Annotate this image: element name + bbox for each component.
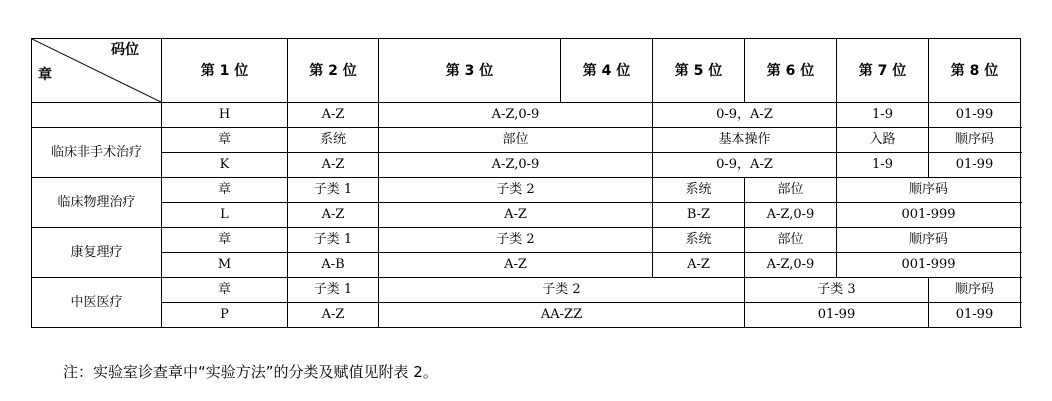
table-cell: 01-99	[929, 303, 1021, 328]
table-cell: M	[162, 253, 288, 278]
table-cell: 入路	[837, 128, 929, 153]
table-cell: 部位	[745, 228, 837, 253]
header-pos-5: 第 5 位	[653, 39, 745, 103]
table-cell: 系统	[288, 128, 379, 153]
table-cell: 子类 1	[288, 278, 379, 303]
table-row	[32, 303, 1021, 328]
table-cell: B-Z	[653, 203, 745, 228]
chapter-name: 临床物理治疗	[32, 178, 162, 228]
table-cell: A-Z	[379, 203, 653, 228]
table-cell: 子类 1	[288, 178, 379, 203]
corner-label-chapter: 章	[38, 67, 52, 83]
table-cell: 子类 2	[379, 178, 653, 203]
table-cell: 01-99	[929, 103, 1021, 128]
table-cell: H	[162, 103, 288, 128]
code-structure-table	[31, 38, 1021, 328]
table-cell: 子类 3	[745, 278, 929, 303]
table-cell: P	[162, 303, 288, 328]
table-cell: 章	[162, 228, 288, 253]
table-row	[32, 228, 1021, 253]
table-cell: 顺序码	[929, 278, 1021, 303]
table-cell: 1-9	[837, 103, 929, 128]
table-cell: 001-999	[837, 203, 1021, 228]
table-row	[32, 128, 1021, 153]
table-cell: A-B	[288, 253, 379, 278]
chapter-name: 中医医疗	[32, 278, 162, 328]
table-cell: 0-9，A-Z	[653, 103, 837, 128]
table-cell: A-Z	[288, 203, 379, 228]
table-cell: 章	[162, 178, 288, 203]
table-cell: A-Z,0-9	[745, 203, 837, 228]
table-cell: A-Z	[653, 253, 745, 278]
table-cell: 顺序码	[929, 128, 1021, 153]
chapter-name: 康复理疗	[32, 228, 162, 278]
chapter-cell-empty	[32, 103, 162, 128]
corner-header-cell	[32, 39, 162, 103]
header-pos-1: 第 1 位	[162, 39, 288, 103]
table-cell: A-Z	[379, 253, 653, 278]
chapter-name: 临床非手术治疗	[32, 128, 162, 178]
table-footnote: 注：实验室诊查章中“实验方法”的分类及赋值见附表 2。	[63, 363, 438, 381]
table-row	[32, 278, 1021, 303]
table-cell: 子类 2	[379, 228, 653, 253]
table-cell: AA-ZZ	[379, 303, 745, 328]
table-cell: K	[162, 153, 288, 178]
table-cell: A-Z,0-9	[379, 103, 653, 128]
table-cell: 子类 2	[379, 278, 745, 303]
table-cell: 子类 1	[288, 228, 379, 253]
table-cell: 顺序码	[837, 178, 1021, 203]
table-cell: A-Z	[288, 153, 379, 178]
table-cell: A-Z	[288, 103, 379, 128]
header-pos-2: 第 2 位	[288, 39, 379, 103]
header-pos-3: 第 3 位	[379, 39, 561, 103]
header-pos-6: 第 6 位	[745, 39, 837, 103]
table-cell: 章	[162, 278, 288, 303]
table-cell: A-Z,0-9	[379, 153, 653, 178]
table-row	[32, 253, 1021, 278]
table-cell: 部位	[379, 128, 653, 153]
table-cell: A-Z,0-9	[745, 253, 837, 278]
table-cell: 章	[162, 128, 288, 153]
table-cell: 基本操作	[653, 128, 837, 153]
table-row	[32, 153, 1021, 178]
table-cell: 001-999	[837, 253, 1021, 278]
header-row	[32, 39, 1021, 103]
corner-label-position: 码位	[111, 42, 139, 58]
table-cell: A-Z	[288, 303, 379, 328]
table-row	[32, 203, 1021, 228]
table-cell: 系统	[653, 178, 745, 203]
table-row	[32, 103, 1021, 128]
table-cell: 01-99	[745, 303, 929, 328]
table-cell: 顺序码	[837, 228, 1021, 253]
header-pos-4: 第 4 位	[561, 39, 653, 103]
table-row	[32, 178, 1021, 203]
table-cell: 部位	[745, 178, 837, 203]
table-cell: 系统	[653, 228, 745, 253]
table-cell: 01-99	[929, 153, 1021, 178]
table-cell: L	[162, 203, 288, 228]
header-pos-8: 第 8 位	[929, 39, 1021, 103]
header-pos-7: 第 7 位	[837, 39, 929, 103]
table-cell: 0-9，A-Z	[653, 153, 837, 178]
table-cell: 1-9	[837, 153, 929, 178]
